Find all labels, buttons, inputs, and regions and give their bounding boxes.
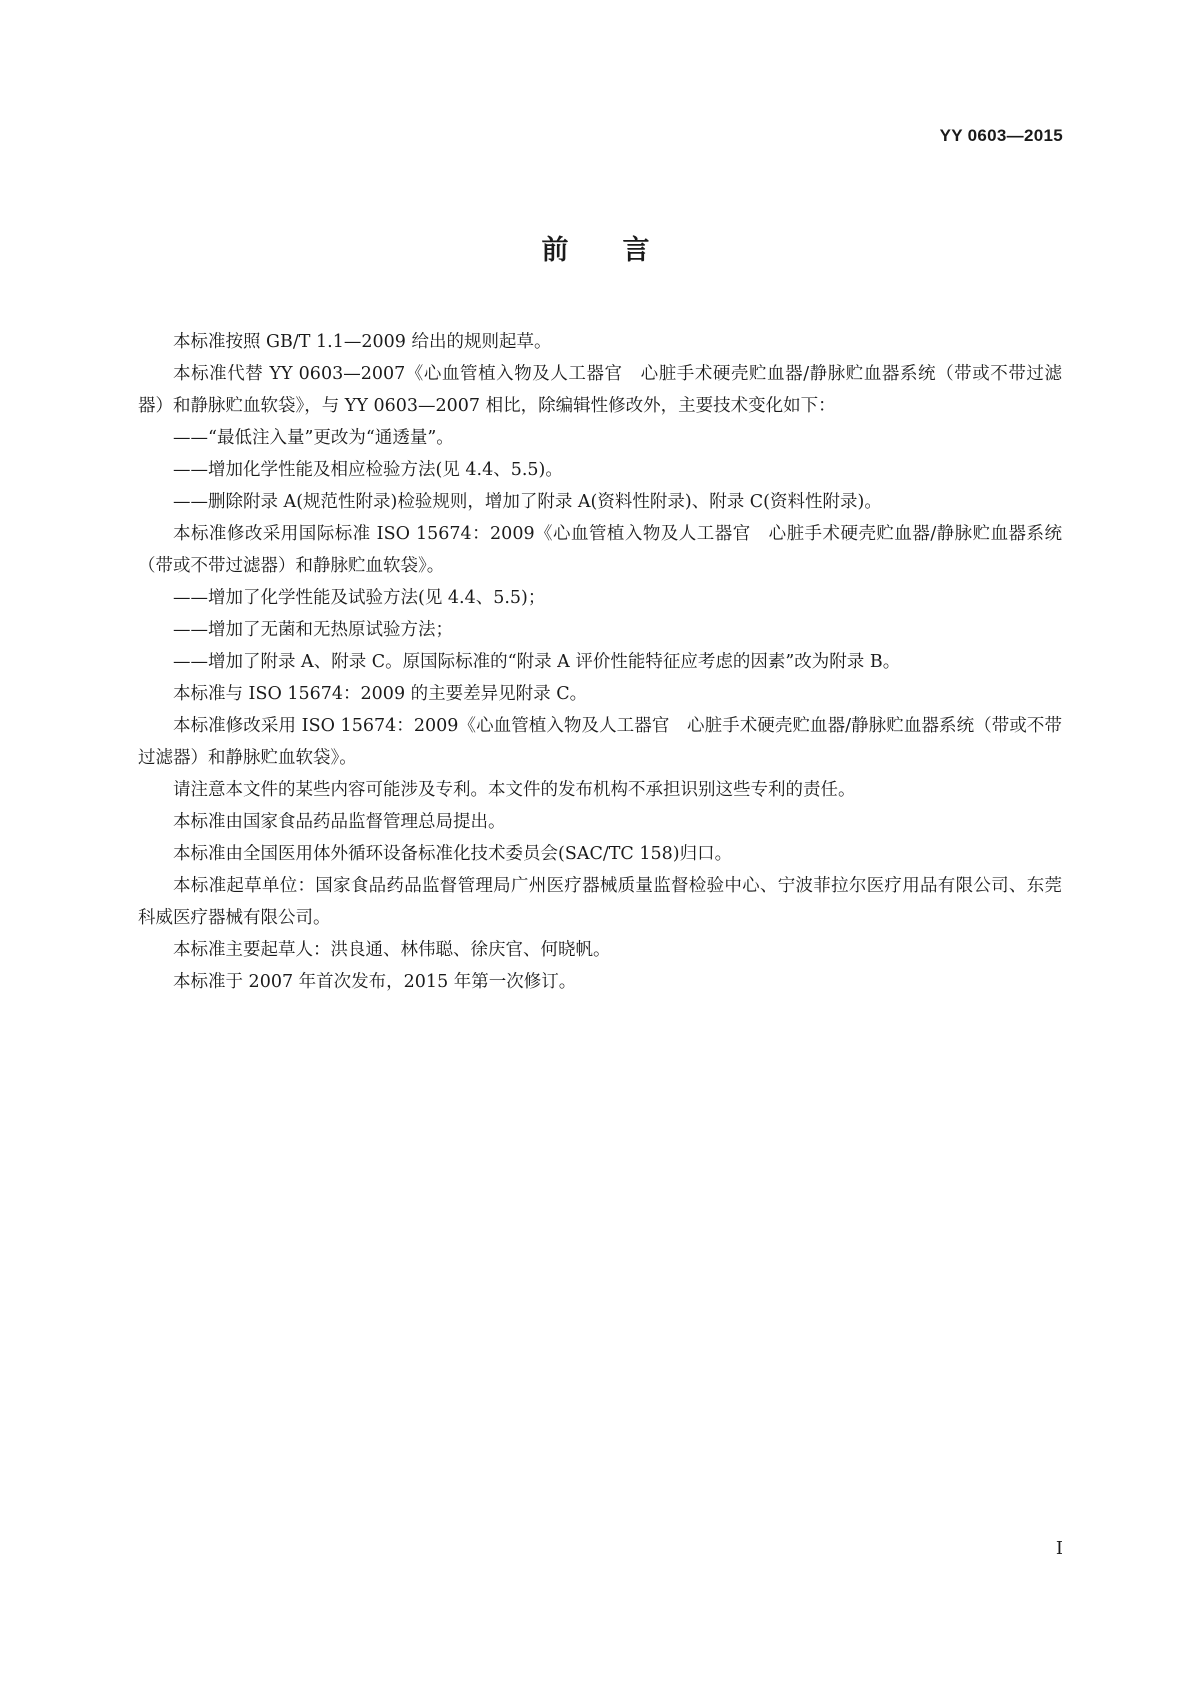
difference-item: ——增加了无菌和无热原试验方法； (173, 620, 453, 640)
title-char-1: 前 (541, 235, 569, 266)
standard-code: YY 0603—2015 (939, 126, 1063, 145)
paragraph-drafting-rules: 本标准按照 GB/T 1.1—2009 给出的规则起草。 (173, 332, 552, 352)
paragraph-patent-notice: 请注意本文件的某些内容可能涉及专利。本文件的发布机构不承担识别这些专利的责任。 (173, 780, 856, 800)
paragraph-replaces: 本标准代替 YY 0603—2007《心血管植入物及人工器官 心脏手术硬壳贮血器/静脉贮血器系统（带或不带过滤器）和静脉贮血软袋》，与 YY 0603—2007 相比，除编辑性修改外，主要技术变化如下： (138, 364, 1062, 416)
difference-item: ——增加了附录 A、附录 C。原国际标准的“附录 A 评价性能特征应考虑的因素”改为附录 B。 (173, 652, 901, 672)
paragraph-modified-adoption: 本标准修改采用国际标准 ISO 15674：2009《心血管植入物及人工器官 心脏手术硬壳贮血器/静脉贮血器系统（带或不带过滤器）和静脉贮血软袋》。 (138, 524, 1062, 576)
paragraph-under-jurisdiction: 本标准由全国医用体外循环设备标准化技术委员会(SAC/TC 158)归口。 (173, 844, 733, 864)
page-title (0, 228, 1191, 267)
change-item: ——“最低注入量”更改为“通透量”。 (173, 428, 454, 448)
paragraph-drafting-units: 本标准起草单位：国家食品药品监督管理局广州医疗器械质量监督检验中心、宁波菲拉尔医疗用品有限公司、东莞科威医疗器械有限公司。 (138, 876, 1062, 928)
paragraph-issue-history: 本标准于 2007 年首次发布，2015 年第一次修订。 (173, 972, 577, 992)
paragraph-drafters: 本标准主要起草人：洪良通、林伟聪、徐庆官、何晓帆。 (173, 940, 611, 960)
change-item: ——增加化学性能及相应检验方法(见 4.4、5.5)。 (173, 460, 563, 480)
change-item: ——删除附录 A(规范性附录)检验规则，增加了附录 A(资料性附录)、附录 C(资料性附录)。 (173, 492, 882, 512)
title-char-2: 言 (622, 235, 650, 266)
page-number: I (1055, 1538, 1063, 1559)
difference-item: ——增加了化学性能及试验方法(见 4.4、5.5)； (173, 588, 546, 608)
paragraph-differences-annex: 本标准与 ISO 15674：2009 的主要差异见附录 C。 (173, 684, 588, 704)
paragraph-proposed-by: 本标准由国家食品药品监督管理总局提出。 (173, 812, 506, 832)
foreword-body (138, 326, 1062, 998)
paragraph-modified-adoption-2: 本标准修改采用 ISO 15674：2009《心血管植入物及人工器官 心脏手术硬壳贮血器/静脉贮血器系统（带或不带过滤器）和静脉贮血软袋》。 (138, 716, 1062, 768)
